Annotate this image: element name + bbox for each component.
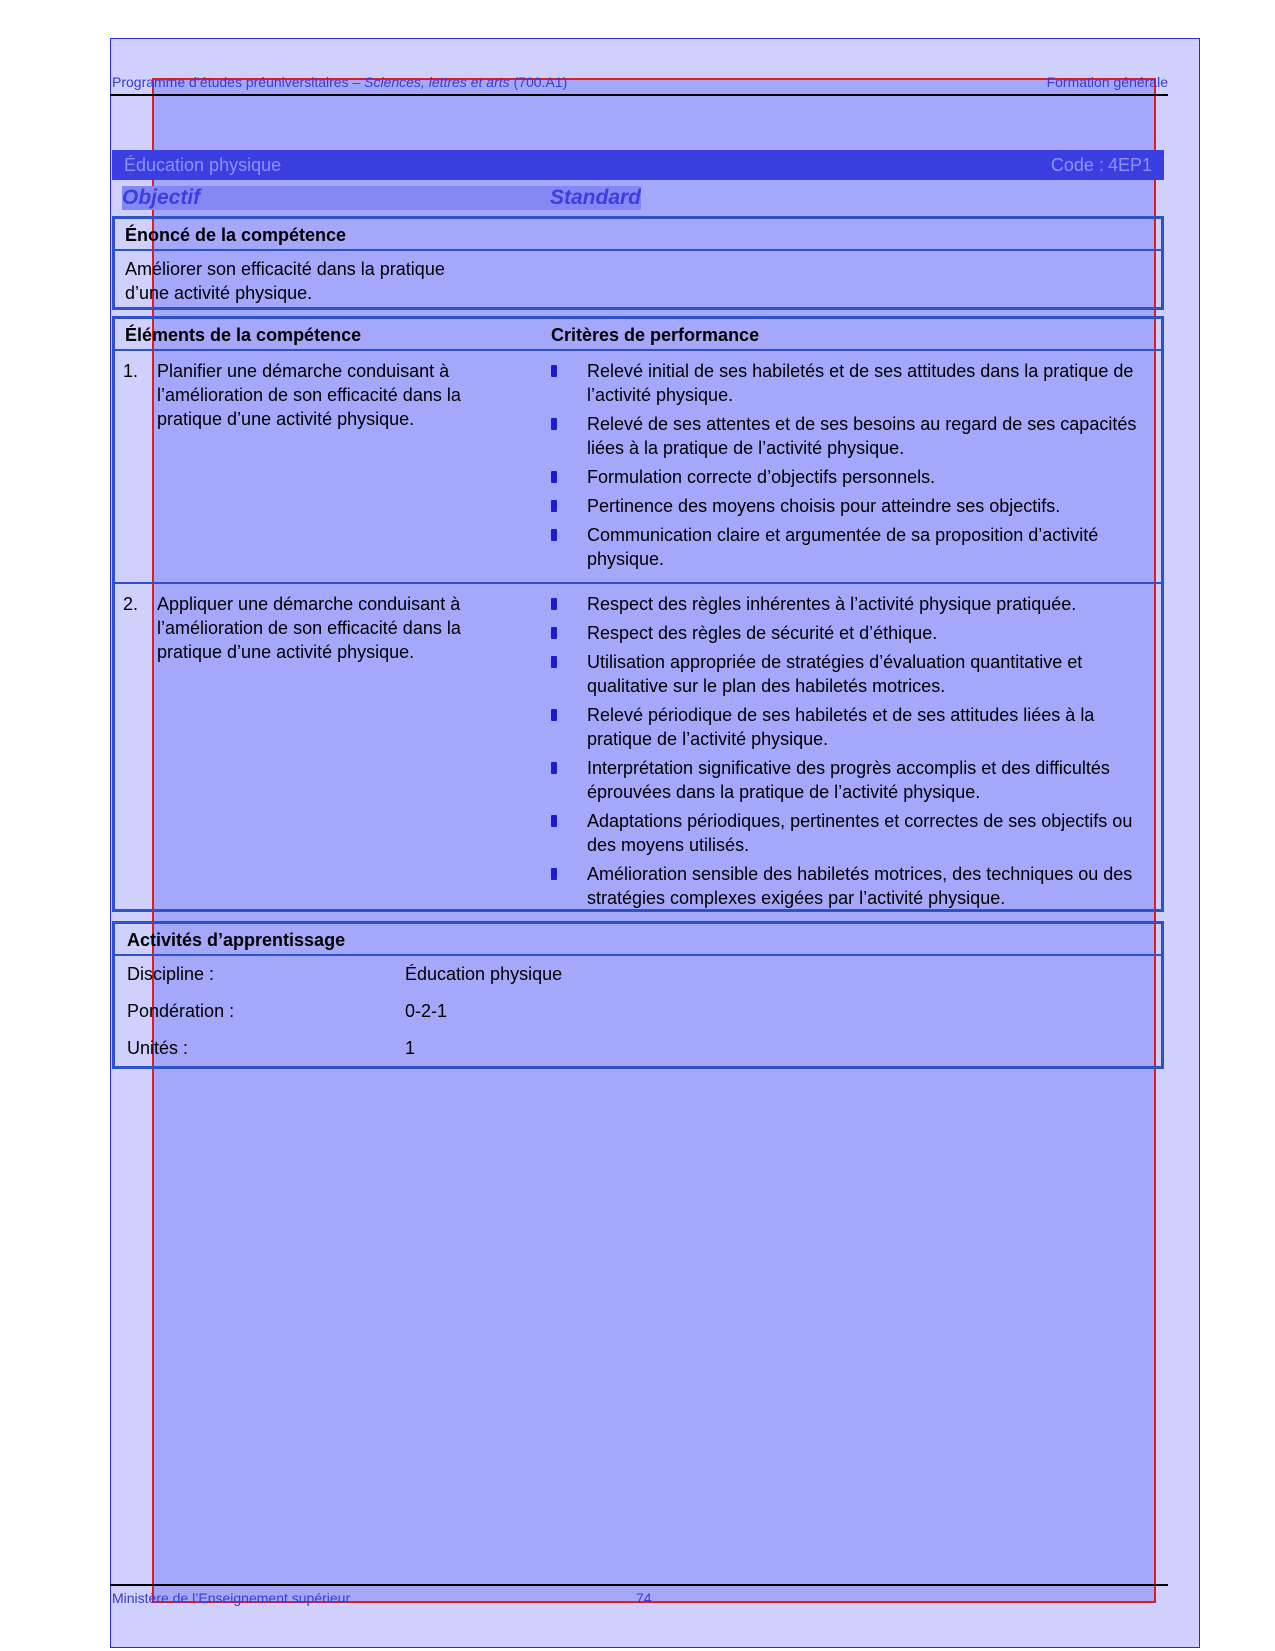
activity-row-discipline <box>115 956 1161 993</box>
elements-section <box>112 316 1164 912</box>
header-rule <box>110 94 1168 96</box>
enonce-section <box>112 216 1164 310</box>
enonce-heading: Énoncé de la compétence <box>115 219 1161 251</box>
criterion-text: Communication claire et argumentée de sa proposition d’activité physique. <box>587 525 1099 569</box>
elements-heading-row <box>115 319 1161 351</box>
bullet-icon <box>551 365 557 377</box>
criterion <box>551 650 1161 698</box>
criterion <box>551 359 1161 407</box>
criterion <box>551 412 1161 460</box>
running-header-right: Formation générale <box>1046 74 1168 90</box>
enonce-text: Améliorer son efficacité dans la pratique d’une activité physique. <box>125 259 445 303</box>
criterion-text: Adaptations périodiques, pertinentes et correctes de ses objectifs ou des moyens utilisés. <box>587 811 1133 855</box>
criterion-text: Respect des règles inhérentes à l’activité physique pratiquée. <box>587 594 1077 614</box>
criteria-list-1 <box>551 351 1161 582</box>
activity-label: Pondération : <box>127 1001 235 1021</box>
element-text: Appliquer une démarche conduisant à l’amélioration de son efficacité dans la pratique d’une activité physique. <box>157 594 461 662</box>
bullet-icon <box>551 868 557 880</box>
bullet-icon <box>551 529 557 541</box>
activites-heading: Activités d’apprentissage <box>115 924 1161 956</box>
criterion <box>551 809 1161 857</box>
element-text: Planifier une démarche conduisant à l’amélioration de son efficacité dans la pratique d’une activité physique. <box>157 361 461 429</box>
activity-row-unites <box>115 1030 1161 1067</box>
bullet-icon <box>551 656 557 668</box>
activity-value: Éducation physique <box>405 964 563 984</box>
bullet-icon <box>551 762 557 774</box>
element-block-1 <box>115 351 1161 584</box>
objectif-label: Objectif <box>122 186 552 210</box>
standard-label: Standard <box>550 186 642 209</box>
bullet-icon <box>551 418 557 430</box>
criterion <box>551 621 1161 645</box>
criterion-text: Relevé de ses attentes et de ses besoins au regard de ses capacités liées à la pratique de l’activité physique. <box>587 414 1137 458</box>
running-header-program <box>112 74 567 90</box>
bullet-icon <box>551 709 557 721</box>
footer-rule <box>110 1584 1168 1586</box>
course-code-value: 4EP1 <box>1107 154 1152 175</box>
element-number: 2. <box>123 594 139 614</box>
objective-standard-row <box>112 186 1164 212</box>
bullet-icon <box>551 500 557 512</box>
criterion-text: Relevé initial de ses habiletés et de ses attitudes dans la pratique de l’activité physique. <box>587 361 1134 405</box>
activity-value: 0-2-1 <box>405 1001 448 1021</box>
criterion <box>551 592 1161 616</box>
activity-value: 1 <box>405 1038 416 1058</box>
activity-row-ponderation <box>115 993 1161 1030</box>
criterion <box>551 862 1161 910</box>
criterion <box>551 756 1161 804</box>
criterion-text: Interprétation significative des progrès accomplis et des difficultés éprouvées dans la pratique de l’activité physique. <box>587 758 1110 802</box>
bullet-icon <box>551 598 557 610</box>
footer-ministry: Ministère de l’Enseignement supérieur <box>112 1590 351 1606</box>
criterion <box>551 703 1161 751</box>
bullet-icon <box>551 815 557 827</box>
criterion <box>551 465 1161 489</box>
course-title: Éducation physique <box>124 154 282 175</box>
activites-section <box>112 921 1164 1069</box>
course-title-bar <box>112 150 1164 180</box>
element-block-2 <box>115 584 1161 921</box>
element-number: 1. <box>123 361 139 381</box>
activity-label: Discipline : <box>127 964 215 984</box>
bullet-icon <box>551 627 557 639</box>
elements-heading: Éléments de la compétence <box>125 325 362 345</box>
criterion <box>551 494 1161 518</box>
course-code <box>1051 155 1152 176</box>
criteria-list-2 <box>551 584 1161 921</box>
criteres-heading: Critères de performance <box>551 325 760 345</box>
program-name: Sciences, lettres et arts <box>364 74 510 90</box>
criterion-text: Respect des règles de sécurité et d’éthique. <box>587 623 938 643</box>
criterion <box>551 523 1161 571</box>
criterion-text: Formulation correcte d’objectifs personnels. <box>587 467 936 487</box>
program-prefix: Programme d’études préuniversitaires – <box>112 74 365 90</box>
criterion-text: Utilisation appropriée de stratégies d’évaluation quantitative et qualitative sur le plan des habiletés motrices. <box>587 652 1083 696</box>
criterion-text: Pertinence des moyens choisis pour atteindre ses objectifs. <box>587 496 1061 516</box>
criterion-text: Amélioration sensible des habiletés motrices, des techniques ou des stratégies complexes exigées par l’activité physique. <box>587 864 1133 908</box>
activity-label: Unités : <box>127 1038 189 1058</box>
page-number: 74 <box>636 1590 652 1606</box>
criterion-text: Relevé périodique de ses habiletés et de ses attitudes liées à la pratique de l’activité physique. <box>587 705 1095 749</box>
program-code: (700.A1) <box>509 74 568 90</box>
course-code-label: Code : <box>1050 154 1104 175</box>
bullet-icon <box>551 471 557 483</box>
